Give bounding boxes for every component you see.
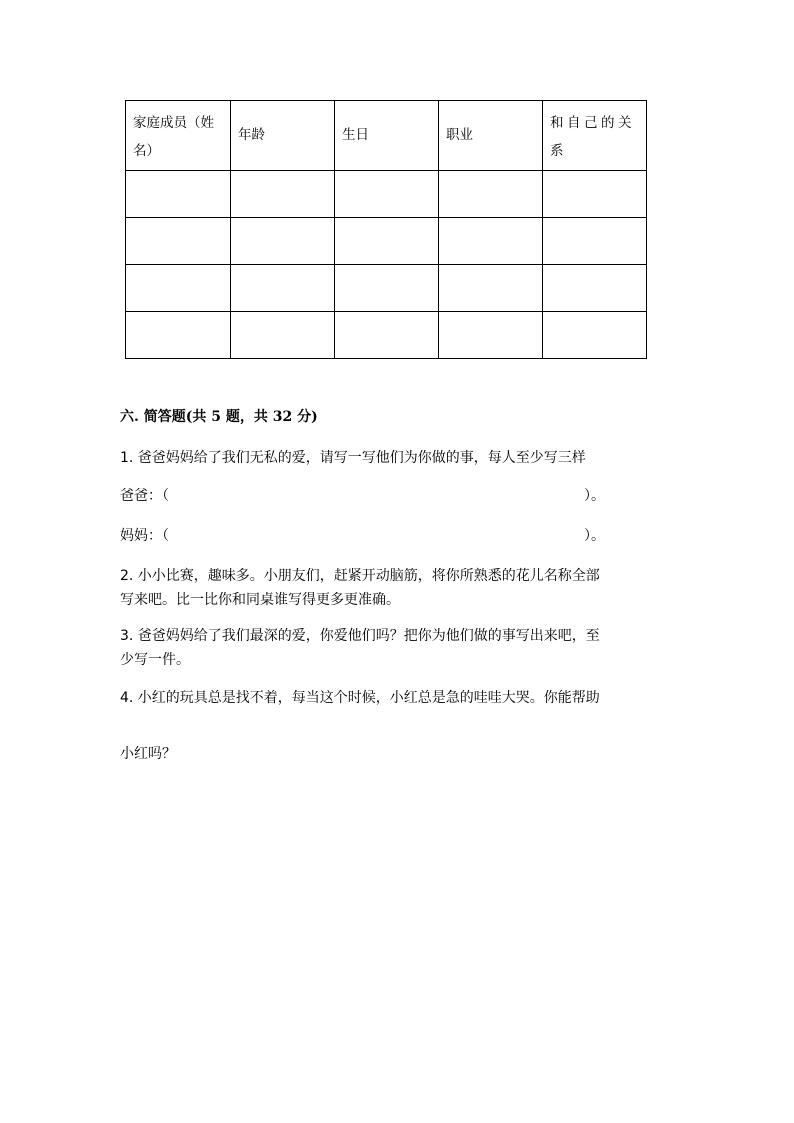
table-cell[interactable] (439, 265, 543, 312)
table-cell[interactable] (335, 171, 439, 218)
table-cell[interactable] (543, 218, 647, 265)
table-row (126, 265, 647, 312)
table-cell[interactable] (126, 312, 231, 359)
header-family-member-line2: 名） (133, 143, 160, 159)
dad-answer-close: ）。 (584, 488, 605, 504)
question-3-line-1: 3. 爸爸妈妈给了我们最深的爱，你爱他们吗？把你为他们做的事写出来吧，至 (120, 628, 600, 644)
question-2 (120, 564, 668, 612)
table-cell[interactable] (439, 312, 543, 359)
table-cell[interactable] (543, 312, 647, 359)
header-cell-birthday (335, 101, 439, 171)
mom-answer-line[interactable] (120, 524, 640, 548)
header-occupation: 职业 (446, 127, 473, 143)
table-cell[interactable] (231, 218, 335, 265)
table-cell[interactable] (439, 171, 543, 218)
mom-answer-close: ）。 (584, 528, 605, 544)
header-age: 年龄 (238, 127, 265, 143)
section-title: 六. 简答题(共 5 题，共 32 分) (120, 409, 318, 425)
question-4-line-2: 小红吗？ (120, 746, 176, 762)
question-4-line-1: 4. 小红的玩具总是找不着，每当这个时候，小红总是急的哇哇大哭。你能帮助 (120, 690, 600, 706)
table-cell[interactable] (439, 218, 543, 265)
header-cell-age (231, 101, 335, 171)
mom-answer-label: 妈妈：（ (120, 528, 169, 544)
question-3 (120, 624, 668, 672)
header-cell-occupation (439, 101, 543, 171)
question-1-text: 1. 爸爸妈妈给了我们无私的爱，请写一写他们为你做的事，每人至少写三样 (120, 450, 586, 466)
header-relationship-line2: 系 (550, 143, 567, 159)
header-birthday: 生日 (342, 127, 369, 143)
table-cell[interactable] (126, 265, 231, 312)
table-cell[interactable] (126, 171, 231, 218)
table-row (126, 312, 647, 359)
table-cell[interactable] (335, 265, 439, 312)
question-2-line-1: 2. 小小比赛，趣味多。小朋友们，赶紧开动脑筋，将你所熟悉的花儿名称全部 (120, 568, 600, 584)
table-cell[interactable] (126, 218, 231, 265)
table-cell[interactable] (231, 171, 335, 218)
table-cell[interactable] (335, 218, 439, 265)
table-row (126, 218, 647, 265)
dad-answer-line[interactable] (120, 484, 640, 508)
table-row (126, 171, 647, 218)
table-cell[interactable] (335, 312, 439, 359)
table-cell[interactable] (543, 265, 647, 312)
family-info-table (125, 100, 647, 359)
question-3-line-2: 少写一件。 (120, 652, 190, 668)
header-relationship-line1: 和自己的关 (550, 115, 635, 131)
table-cell[interactable] (231, 312, 335, 359)
dad-answer-label: 爸爸：（ (120, 488, 169, 504)
table-header-row (126, 101, 647, 171)
table-cell[interactable] (543, 171, 647, 218)
header-cell-family-member (126, 101, 231, 171)
question-2-line-2: 写来吧。比一比你和同桌谁写得更多更准确。 (120, 592, 400, 608)
table-cell[interactable] (231, 265, 335, 312)
header-cell-relationship (543, 101, 647, 171)
header-family-member-line1: 家庭成员（姓 (133, 115, 214, 131)
